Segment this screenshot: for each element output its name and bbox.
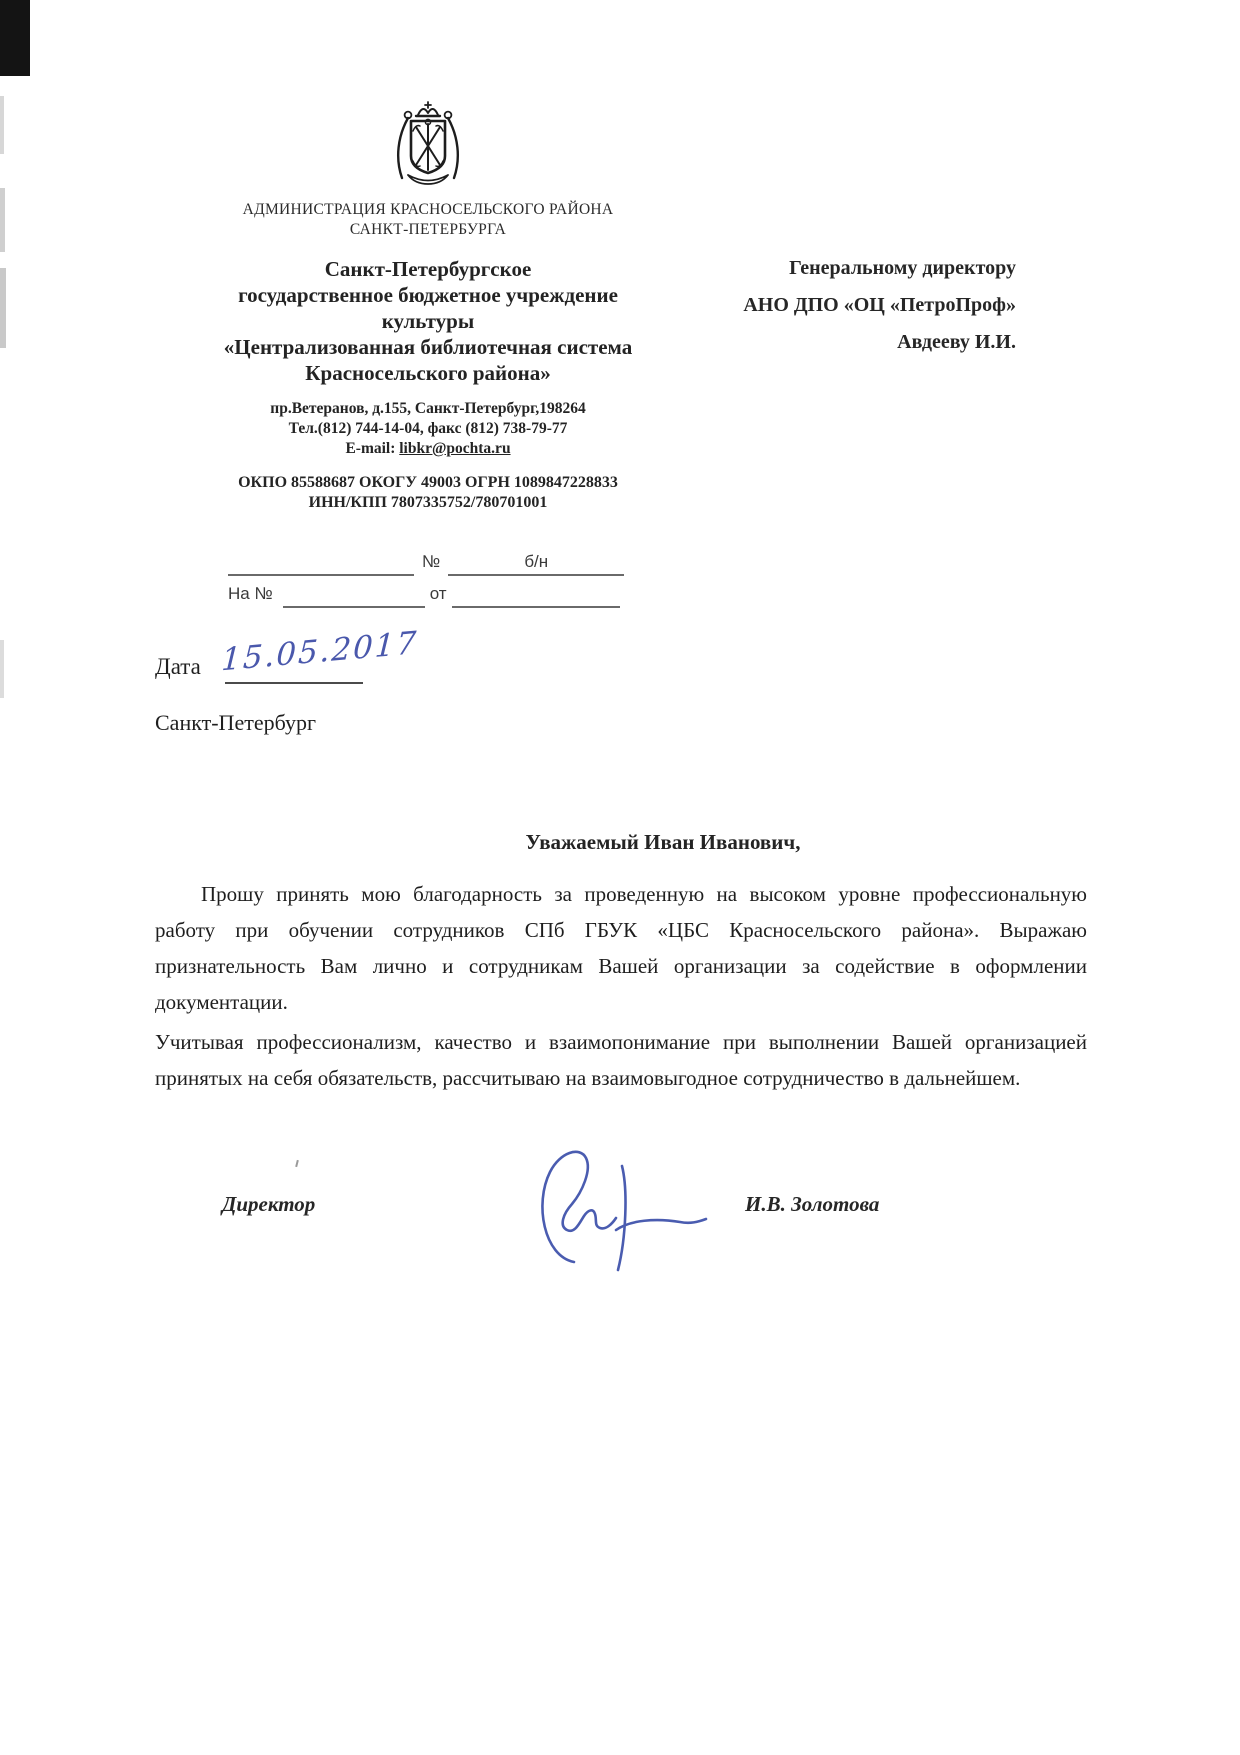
email-label: E-mail:	[345, 440, 396, 457]
inn-kpp-line: ИНН/КПП 7807335752/780701001	[308, 494, 548, 511]
handwritten-date: 15.05.2017	[220, 624, 420, 679]
postal-address: пр.Ветеранов, д.155, Санкт-Петербург,198264	[270, 400, 586, 417]
number-label: №	[422, 552, 441, 571]
scan-edge-artifact	[0, 188, 5, 252]
incoming-date-blank	[452, 584, 620, 608]
from-label: от	[429, 584, 447, 603]
recipient-name: Авдееву И.И.	[897, 331, 1016, 353]
date-underline	[225, 682, 363, 684]
registration-codes	[158, 473, 698, 513]
admin-header-line1: АДМИНИСТРАЦИЯ КРАСНОСЕЛЬСКОГО РАЙОНА	[242, 201, 614, 218]
recipient-block	[660, 250, 1016, 361]
recipient-organization: АНО ДПО «ОЦ «ПетроПроф»	[743, 294, 1016, 316]
admin-header-line2: САНКТ-ПЕТЕРБУРГА	[349, 221, 507, 238]
email-line	[158, 439, 698, 459]
letterhead	[158, 98, 698, 513]
contact-block	[158, 399, 698, 459]
org-name-line: «Централизованная библиотечная система	[223, 335, 633, 359]
scan-edge-artifact	[0, 96, 4, 154]
okpo-ogrn-line: ОКПО 85588687 ОКОГУ 49003 ОГРН 1089847228833	[238, 474, 618, 491]
email-address: libkr@pochta.ru	[399, 440, 511, 457]
outgoing-number-value: б/н	[448, 552, 624, 576]
scan-speck-artifact	[295, 1160, 299, 1167]
salutation: Уважаемый Иван Иванович,	[525, 830, 801, 854]
incoming-number-row	[228, 584, 658, 610]
recipient-position: Генеральному директору	[789, 257, 1016, 279]
org-name-line: государственное бюджетное учреждение	[238, 283, 618, 307]
body-paragraph-1: Прошу принять мою благодарность за проведенную на высоком уровне профессиональную работу при обучении сотрудников СПб ГБУК «ЦБС Красносельского района». Выражаю признательность Вам лично и сотрудникам Вашей организации за содействие в оформлении документации.	[155, 882, 1087, 1014]
date-label: Дата	[155, 654, 201, 679]
outgoing-date-blank	[228, 552, 414, 576]
org-name-line: Красносельского района»	[305, 361, 551, 385]
incoming-number-blank	[283, 584, 425, 608]
city-line: Санкт-Петербург	[155, 710, 316, 735]
signatory-title: Директор	[222, 1192, 316, 1216]
scan-edge-artifact	[0, 268, 6, 348]
org-name-line: культуры	[381, 309, 475, 333]
organization-name	[158, 256, 698, 386]
handwritten-signature	[518, 1142, 718, 1282]
reply-to-label: На №	[228, 584, 273, 603]
date-row	[155, 624, 495, 694]
spb-coat-of-arms-icon	[382, 98, 474, 192]
outgoing-number-row	[228, 552, 658, 578]
phone-fax: Тел.(812) 744-14-04, факс (812) 738-79-77	[288, 420, 568, 437]
signatory-name: И.В. Золотова	[745, 1192, 880, 1216]
body-paragraph-2: Учитывая профессионализм, качество и взаимопонимание при выполнении Вашей организацией принятых на себя обязательств, рассчитываю на взаимовыгодное сотрудничество в дальнейшем.	[155, 1030, 1087, 1090]
org-name-line: Санкт-Петербургское	[324, 257, 532, 281]
scan-edge-artifact	[0, 640, 4, 698]
reference-fields	[228, 552, 658, 610]
scan-corner-artifact	[0, 0, 30, 76]
